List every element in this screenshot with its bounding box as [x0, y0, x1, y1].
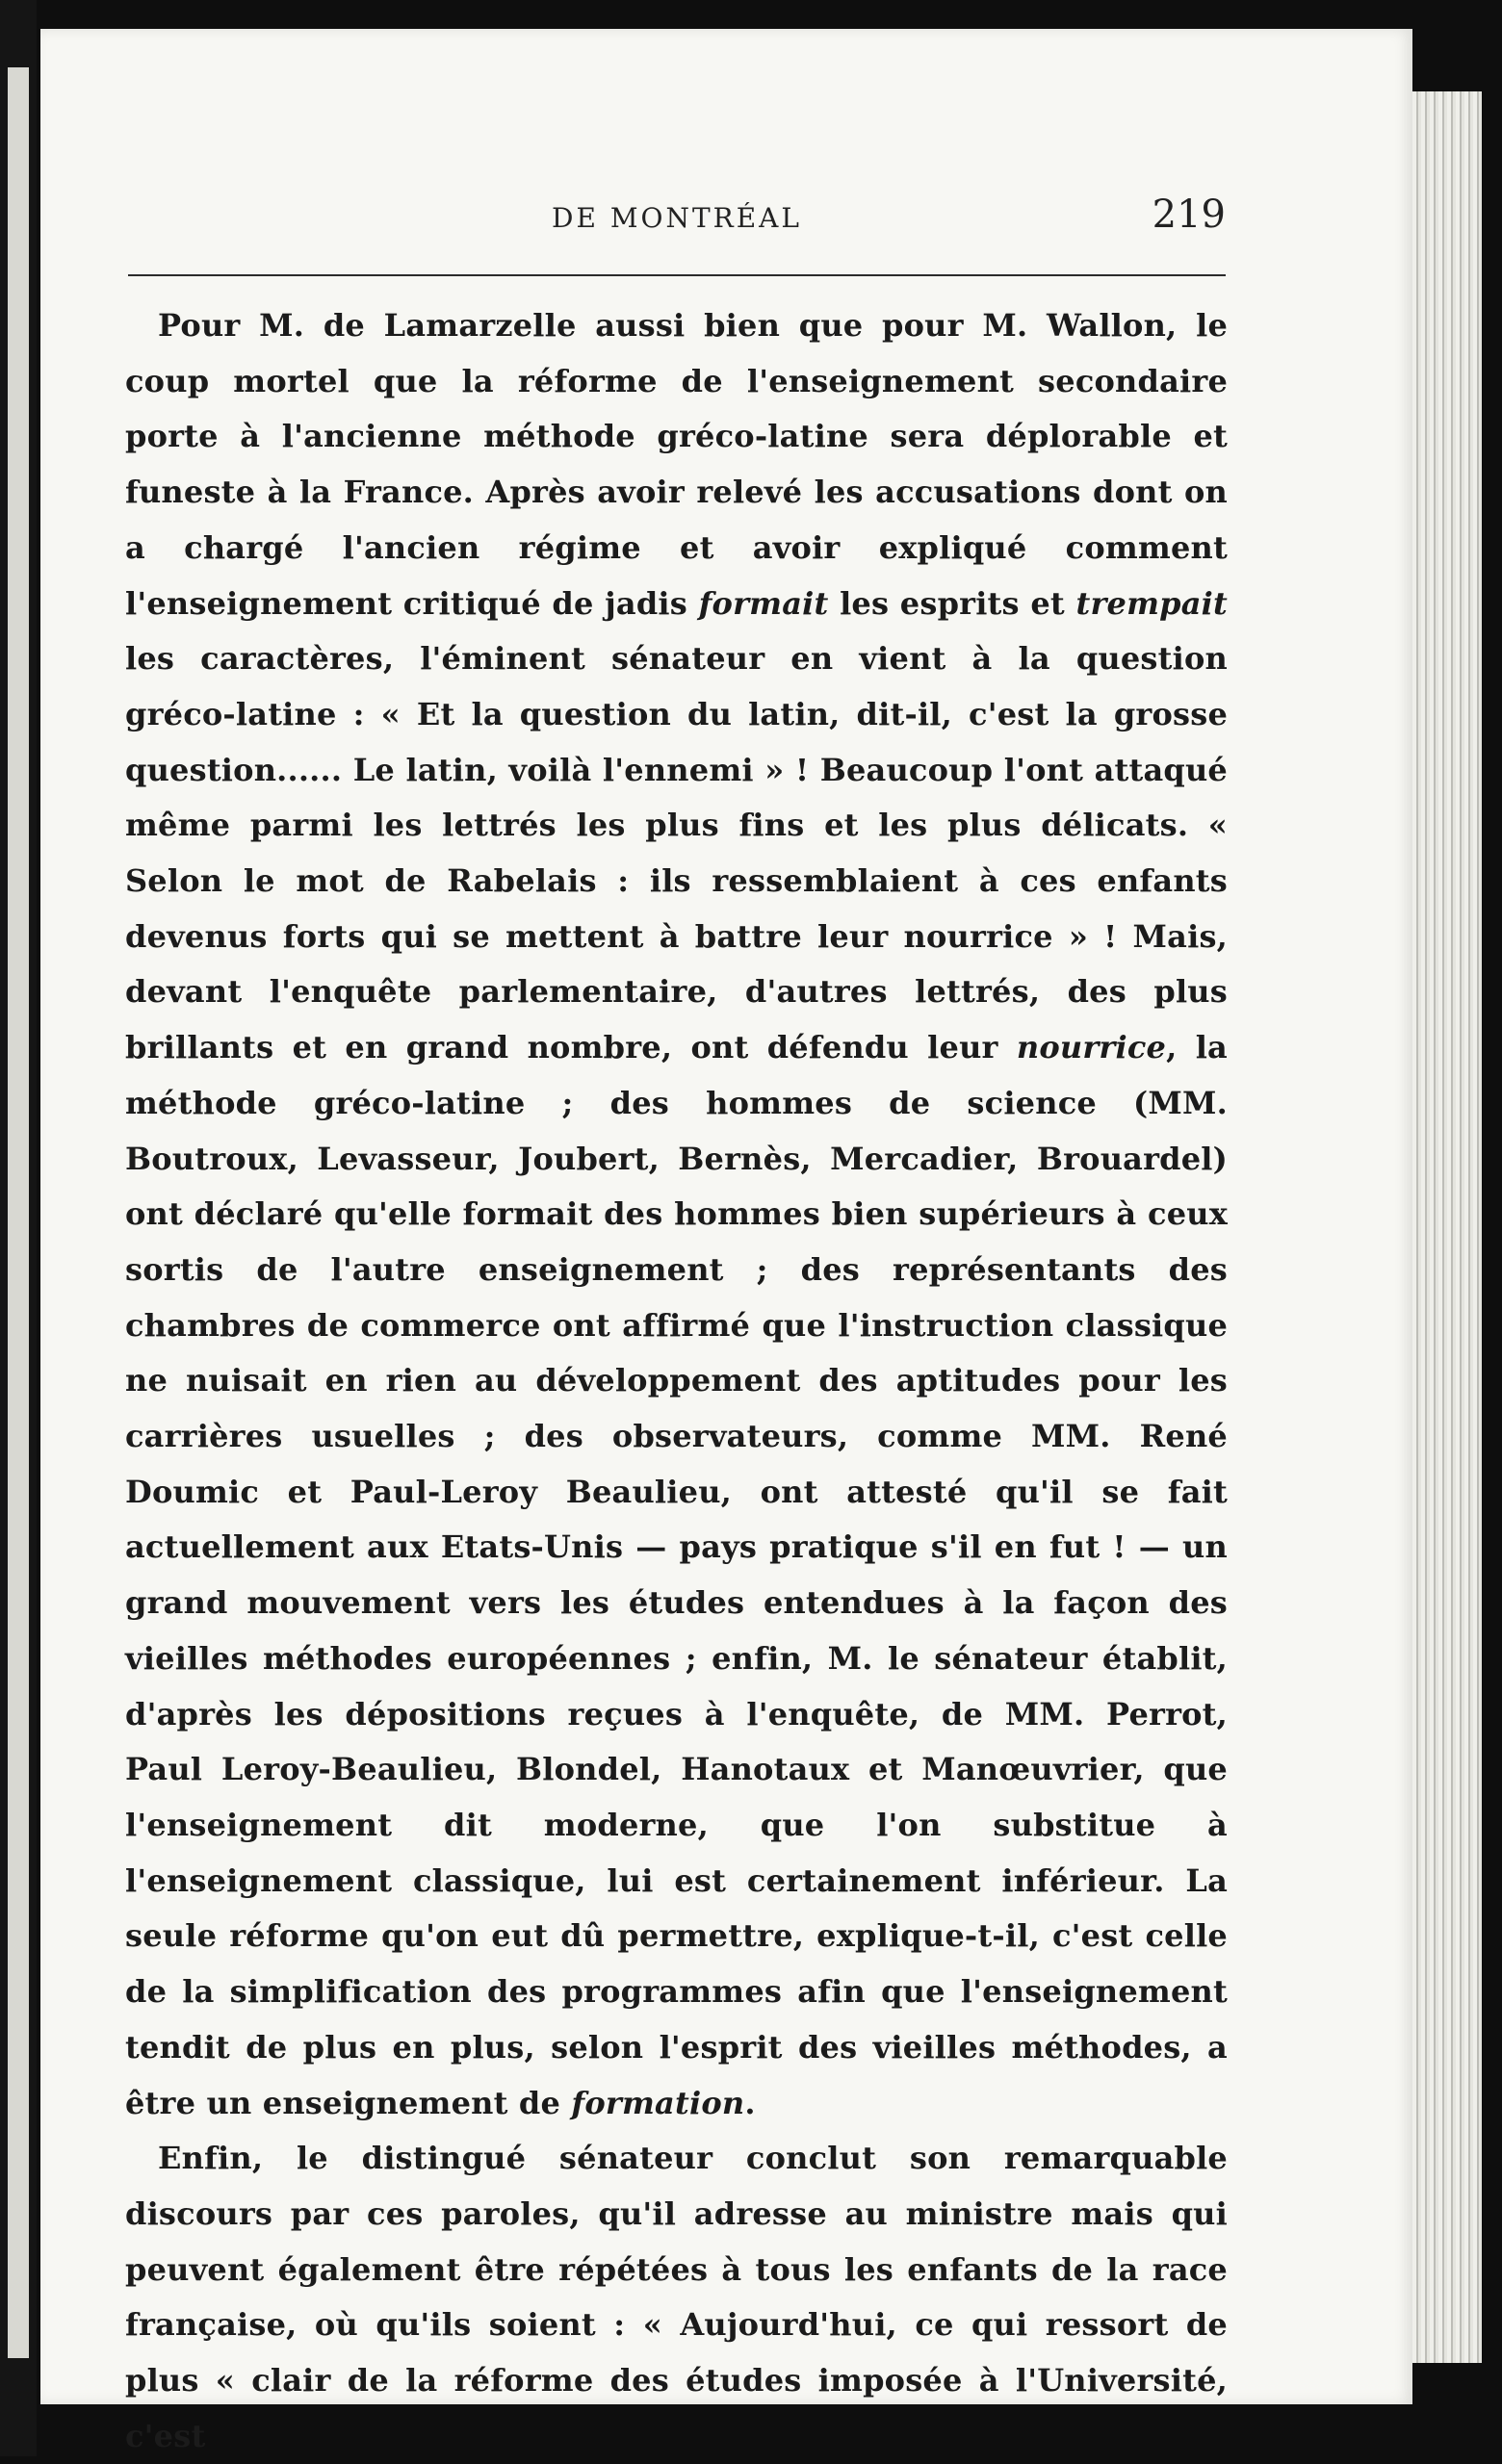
paragraph-1 — [125, 298, 1228, 2131]
italic-formation: formation — [571, 2084, 745, 2121]
italic-formait: formait — [698, 584, 829, 622]
paragraph-1-part-b: les esprits et — [828, 584, 1076, 622]
paragraph-1-part-a: Pour M. de Lamarzelle aussi bien que pour M. Wallon, le coup mortel que la réforme de l'enseignement secondaire porte à l'ancienne méthode gréco-latine sera déplorable et funeste à la France. Après avoir relevé les accusations dont on a chargé l'ancien régime et avoir expliqué comment l'enseignement critiqué de jadis — [125, 307, 1228, 622]
running-head — [128, 192, 1226, 250]
scan-artifact — [371, 2373, 457, 2440]
facing-page-edge — [8, 67, 29, 2358]
running-title: DE MONTRÉAL — [552, 202, 802, 234]
paragraph-2: Enfin, le distingué sénateur conclut son remarquable discours par ces paroles, qu'il adresse au ministre mais qui peuvent également être répétées à tous les enfants de la race française, où qu'ils soient : « Aujourd'hui, ce qui ressort de plus « clair de la réforme des études imposée à l'Université, c'est — [125, 2140, 1228, 2454]
body-text — [125, 298, 1228, 2464]
header-rule — [128, 274, 1226, 276]
page-stack-edge — [1412, 91, 1482, 2363]
paragraph-1-part-e: . — [744, 2084, 756, 2121]
paragraph-1-part-c: les caractères, l'éminent sénateur en vient à la question gréco-latine : « Et la question du latin, dit-il, c'est la grosse question...... Le latin, voilà l'ennemi » ! Beaucoup l'ont attaqué même parmi les lettrés les plus fins et les plus délicats. « Selon le mot de Rabelais : ils ressemblaient à ces enfants devenus forts qui se mettent à battre leur nourrice » ! Mais, devant l'enquête parlementaire, d'autres lettrés, des plus brillants et en grand nombre, ont défendu leur — [125, 640, 1228, 1066]
page-number: 219 — [1152, 192, 1226, 237]
paragraph-1-part-d: , la méthode gréco-latine ; des hommes de science (MM. Boutroux, Levasseur, Joubert, Bernès, Mercadier, Brouardel) ont déclaré qu'elle formait des hommes bien supérieurs à ceux sortis de l'autre enseignement ; des représentants des chambres de commerce ont affirmé que l'instruction classique ne nuisait en rien au développement des aptitudes pour les carrières usuelles ; des observateurs, comme MM. René Doumic et Paul-Leroy Beaulieu, ont attesté qu'il se fait actuellement aux Etats-Unis — pays pratique s'il en fut ! — un grand mouvement vers les études entendues à la façon des vieilles méthodes européennes ; enfin, M. le sénateur établit, d'après les dépositions reçues à l'enquête, de MM. Perrot, Paul Leroy-Beaulieu, Blondel, Hanotaux et Manœuvrier, que l'enseignement dit moderne, que l'on substitue à l'enseignement classique, lui est certainement inférieur. La seule réforme qu'on eut dû permettre, explique-t-il, c'est celle de la simplification des programmes afin que l'enseignement tendit de plus en plus, selon l'esprit des vieilles méthodes, a être un enseignement de — [125, 1029, 1228, 2121]
italic-nourrice: nourrice — [1016, 1029, 1167, 1066]
italic-trempait: trempait — [1075, 584, 1228, 622]
